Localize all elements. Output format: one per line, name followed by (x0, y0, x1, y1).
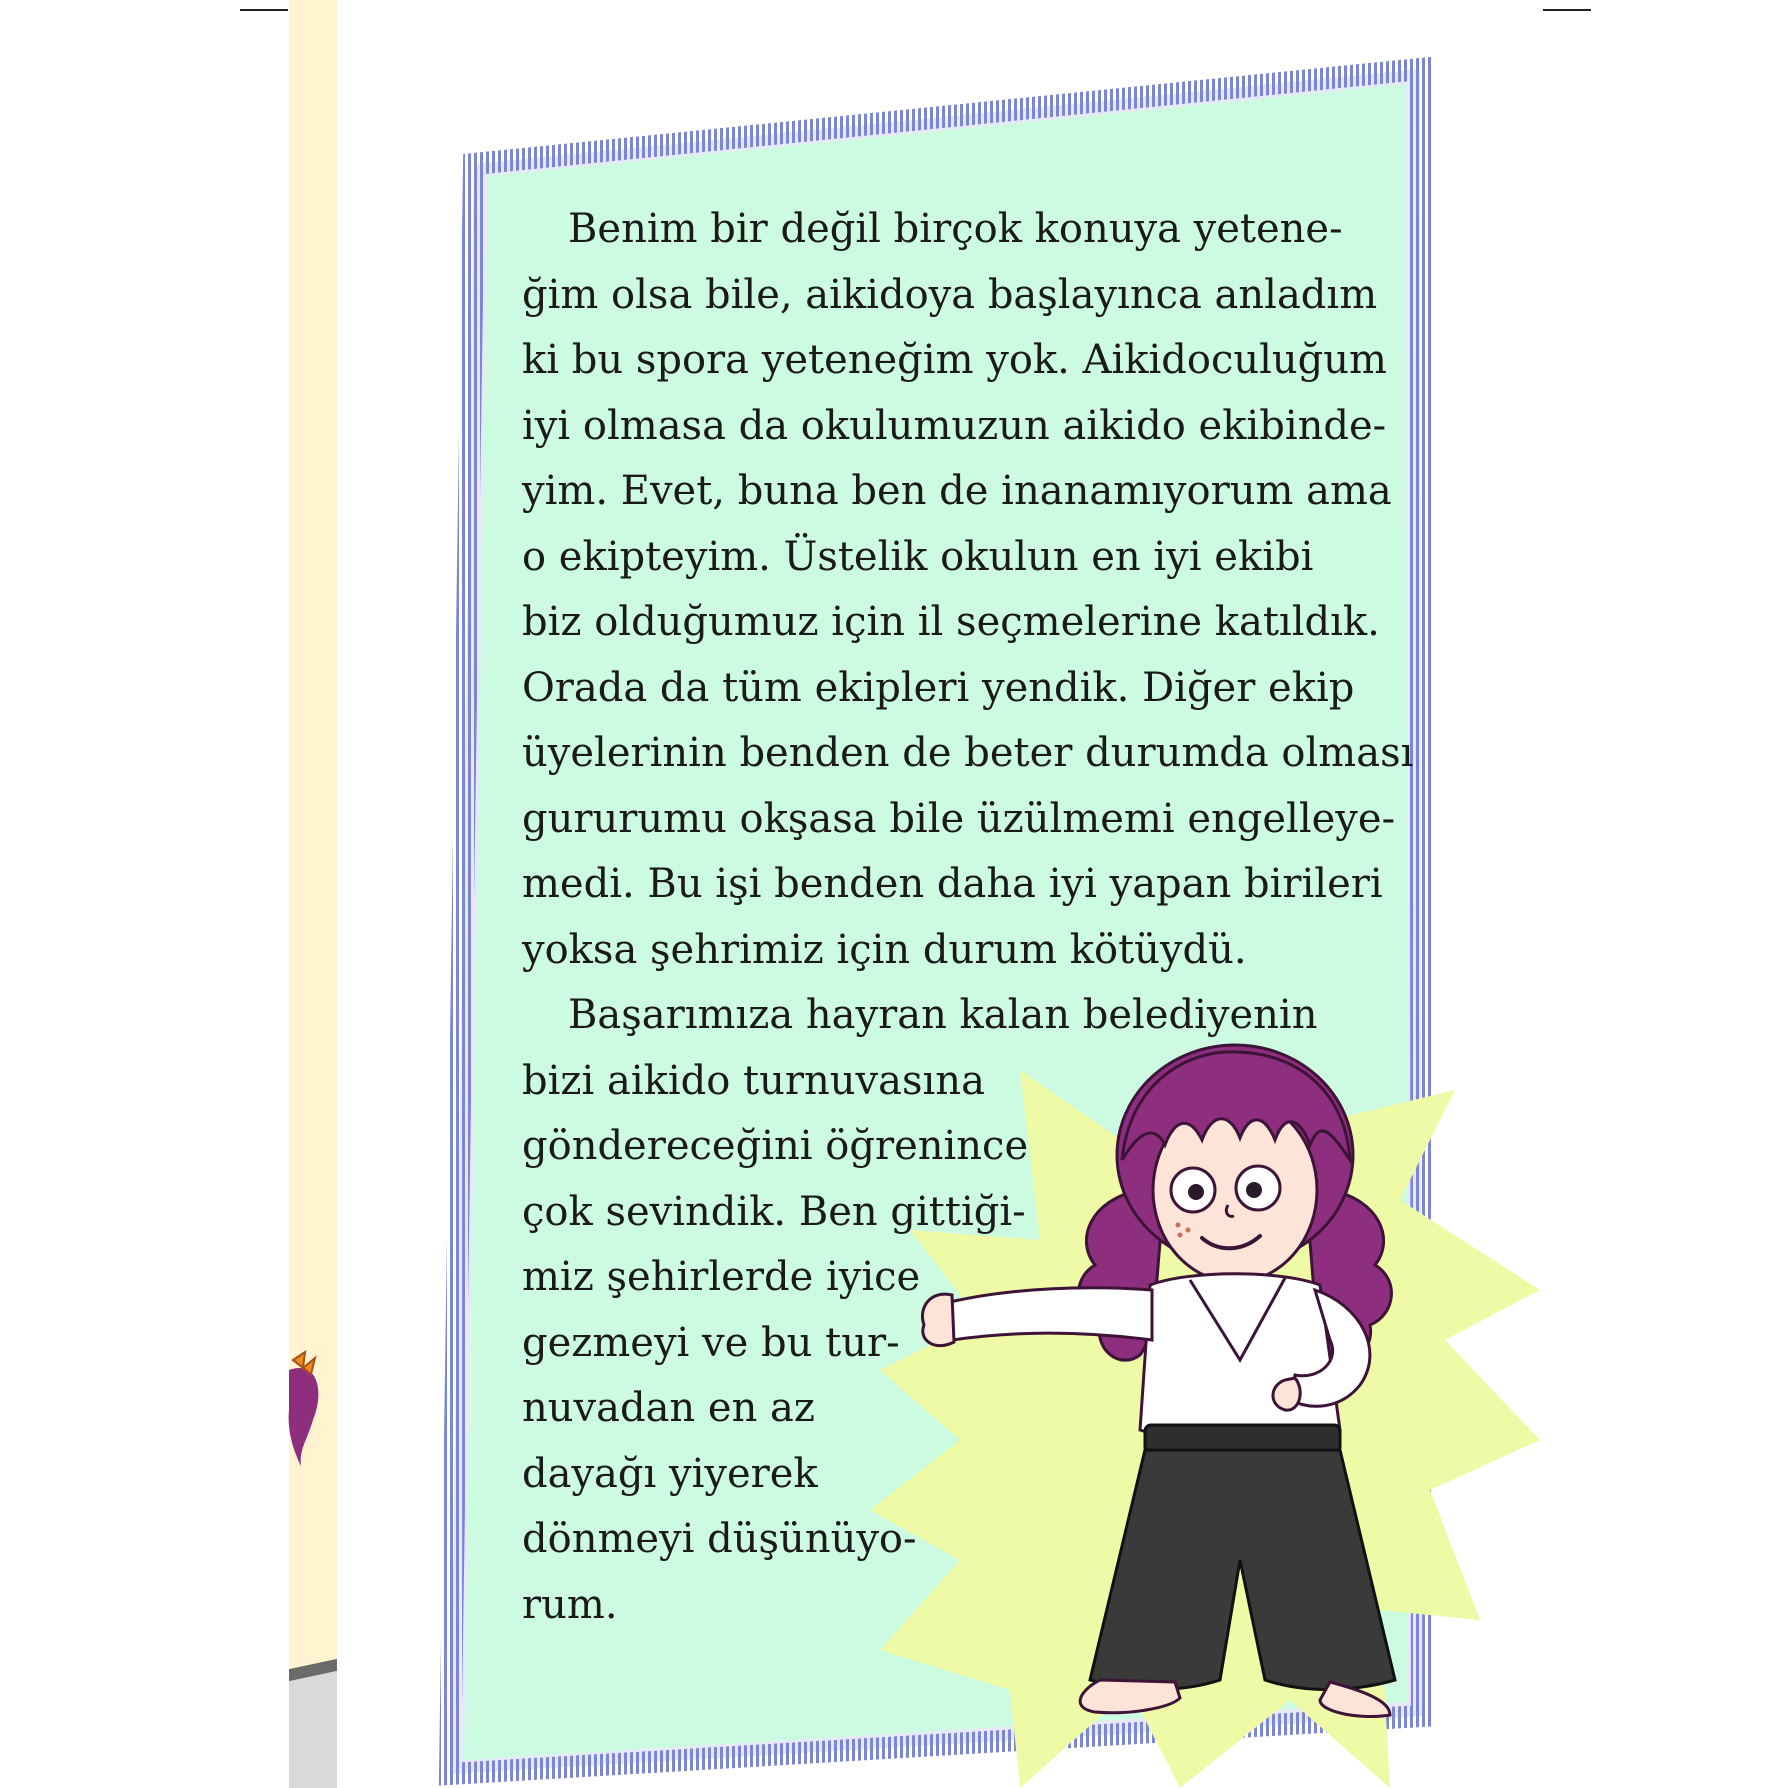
story-line: medi. Bu işi benden daha iyi yapan birileri (522, 861, 1383, 907)
story-line: gezmeyi ve bu tur- (522, 1319, 900, 1366)
story-line: ki bu spora yeteneğim yok. Aikidoculuğum (522, 337, 1387, 383)
story-line: o ekipteyim. Üstelik okulun en iyi ekibi (522, 533, 1314, 580)
story-line: bizi aikido turnuvasına (522, 1057, 985, 1104)
story-line: ğim olsa bile, aikidoya başlayınca anladım (522, 271, 1378, 318)
story-line: biz olduğumuz için il seçmelerine katıldık. (522, 599, 1380, 645)
story-line: üyelerinin benden de beter durumda olması (522, 730, 1414, 776)
left-foot (1080, 1680, 1180, 1713)
story-line: dayağı yiyerek (522, 1450, 818, 1497)
story-line: yoksa şehrimiz için durum kötüydü. (522, 926, 1247, 973)
fist (922, 1294, 954, 1346)
hakama-pants (1090, 1450, 1395, 1689)
story-line: iyi olmasa da okulumuzun aikido ekibinde- (522, 402, 1387, 449)
story-line: göndereceğini öğrenince (522, 1123, 1029, 1169)
story-line: nuvadan en az (522, 1385, 815, 1431)
story-line: Başarımıza hayran kalan belediyenin (568, 992, 1318, 1038)
story-line: rum. (522, 1581, 618, 1628)
story-line: Benim bir değil birçok konuya yetene- (568, 206, 1343, 252)
story-line: gururumu okşasa bile üzülmemi engelleye- (522, 795, 1396, 842)
aikido-girl-illustration (890, 1040, 1540, 1788)
story-line: Orada da tüm ekipleri yendik. Diğer ekip (522, 664, 1355, 711)
story-line: yim. Evet, buna ben de inanamıyorum ama (522, 468, 1392, 514)
extended-arm (950, 1288, 1152, 1340)
story-line: çok sevindik. Ben gittiği- (522, 1188, 1026, 1235)
story-line: dönmeyi düşünüyo- (522, 1516, 917, 1562)
story-line: miz şehirlerde iyice (522, 1254, 921, 1300)
